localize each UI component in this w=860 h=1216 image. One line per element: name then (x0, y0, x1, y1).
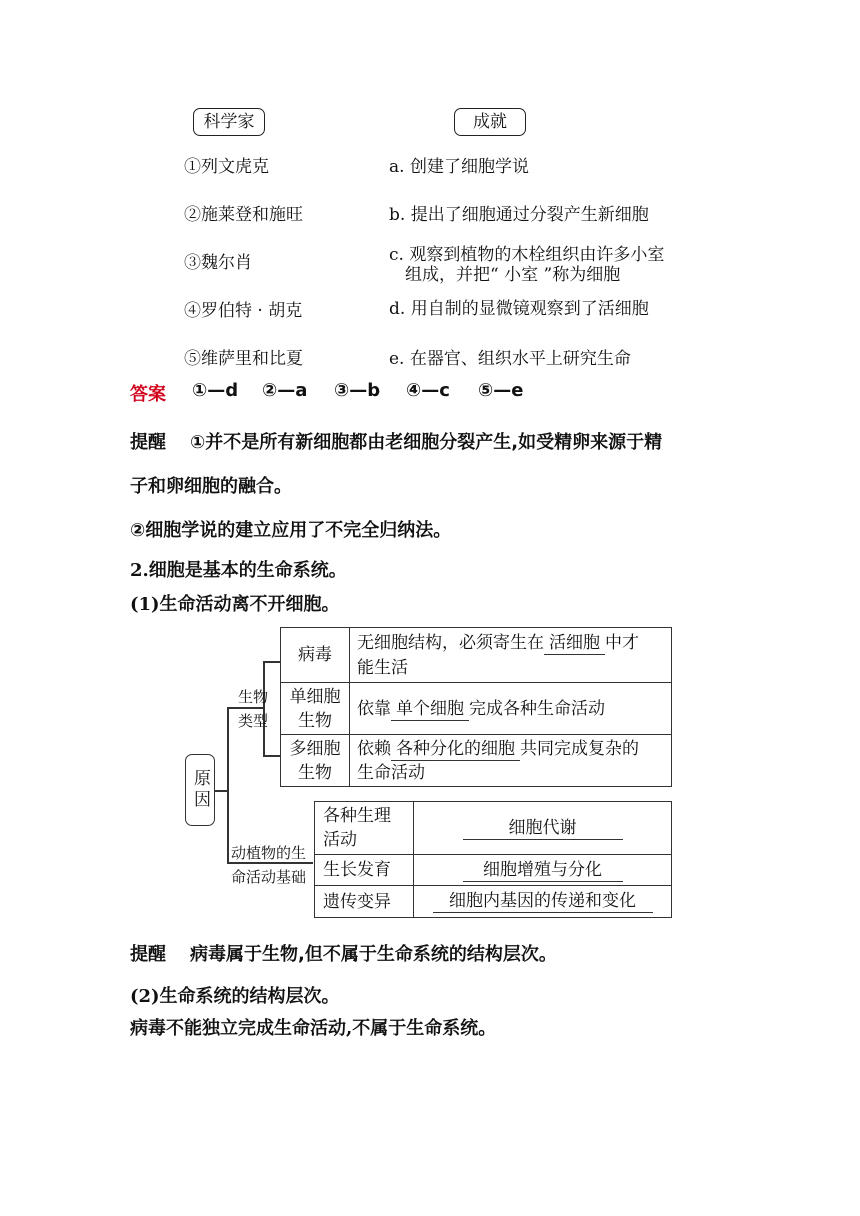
achievement-c-line1: c. 观察到植物的木栓组织由许多小室 (389, 245, 665, 265)
blank-answer: 活细胞 (544, 632, 605, 655)
description-cell: 依靠 单个细胞 完成各种生命活动 (350, 683, 672, 735)
branch2-label-1: 动植物的生 (231, 844, 307, 862)
connector (215, 790, 227, 792)
category-cell: 各种生理 活动 (315, 802, 414, 855)
scientist-5: ⑤维萨里和比夏 (184, 349, 303, 369)
table-row (315, 855, 672, 886)
blank-answer: 细胞增殖与分化 (463, 859, 623, 882)
category-cell: 遗传变异 (315, 886, 414, 918)
section2-sub2: (2)生命系统的结构层次。 (130, 986, 340, 1007)
tip1-line1: ①并不是所有新细胞都由老细胞分裂产生,如受精卵来源于精 (190, 432, 663, 453)
branch1-label-2: 类型 (238, 712, 269, 730)
tip2-label: 提醒 (130, 944, 166, 965)
section2-text: 病毒不能独立完成生命活动,不属于生命系统。 (130, 1018, 497, 1039)
diagram-root-label: 原因 (190, 769, 210, 811)
table-row (281, 735, 672, 787)
answer-3: ③—b (334, 380, 381, 401)
table-row (281, 628, 672, 683)
tip1-line2: 子和卵细胞的融合。 (130, 476, 292, 497)
blank-answer: 单个细胞 (391, 698, 469, 721)
achievement-d: d. 用自制的显微镜观察到了活细胞 (389, 299, 649, 319)
answer-label: 答案 (130, 384, 166, 405)
value-cell (414, 886, 672, 918)
section2-heading: 2.细胞是基本的生命系统。 (130, 560, 347, 581)
branch1-label-1: 生物 (238, 688, 269, 706)
connector (263, 661, 265, 756)
blank-answer: 细胞内基因的传递和变化 (433, 890, 653, 913)
description-cell: 依赖 各种分化的细胞 共同完成复杂的 生命活动 (350, 735, 672, 787)
connector (263, 755, 280, 757)
organism-type-table (280, 627, 672, 787)
value-cell (414, 802, 672, 855)
scientist-header: 科学家 (193, 108, 265, 136)
achievement-a: a. 创建了细胞学说 (389, 157, 529, 177)
category-cell: 单细胞 生物 (281, 683, 350, 735)
scientist-2: ②施莱登和施旺 (184, 205, 303, 225)
achievement-header: 成就 (454, 108, 526, 136)
diagram-root (185, 754, 215, 826)
tip1-line3: ②细胞学说的建立应用了不完全归纳法。 (130, 520, 452, 541)
answer-2: ②—a (262, 380, 308, 401)
answer-1: ①—d (192, 380, 239, 401)
connector (263, 661, 280, 663)
scientist-4: ④罗伯特 · 胡克 (184, 301, 303, 321)
category-cell: 生长发育 (315, 855, 414, 886)
table-row (281, 683, 672, 735)
tip2-text: 病毒属于生物,但不属于生命系统的结构层次。 (190, 944, 557, 965)
section2-sub1: (1)生命活动离不开细胞。 (130, 594, 340, 615)
category-cell: 多细胞 生物 (281, 735, 350, 787)
scientist-1: ①列文虎克 (184, 157, 269, 177)
answer-4: ④—c (406, 380, 450, 401)
category-cell: 病毒 (281, 628, 350, 683)
blank-answer: 细胞代谢 (463, 817, 623, 840)
value-cell (414, 855, 672, 886)
table-row (315, 886, 672, 918)
achievement-b: b. 提出了细胞通过分裂产生新细胞 (389, 205, 649, 225)
table-row (315, 802, 672, 855)
life-activity-basis-table (314, 801, 672, 918)
tip1-label: 提醒 (130, 432, 166, 453)
branch2-label-2: 命活动基础 (231, 868, 307, 886)
blank-answer: 各种分化的细胞 (391, 738, 520, 761)
scientist-3: ③魏尔肖 (184, 253, 252, 273)
answer-5: ⑤—e (478, 380, 524, 401)
achievement-e: e. 在器官、组织水平上研究生命 (389, 349, 631, 369)
achievement-c-line2: 组成，并把“ 小室 ”称为细胞 (405, 265, 621, 285)
connector (227, 707, 229, 863)
description-cell: 无细胞结构，必须寄生在 活细胞 中才 能生活 (350, 628, 672, 683)
